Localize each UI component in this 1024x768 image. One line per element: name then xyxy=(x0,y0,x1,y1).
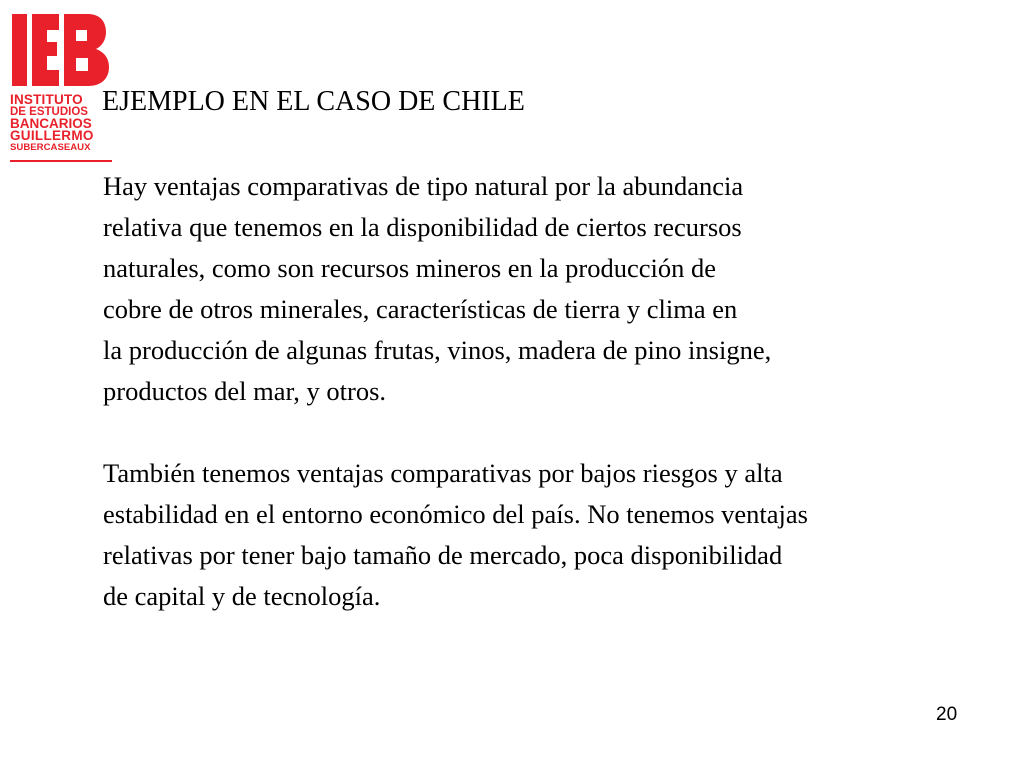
text-line: También tenemos ventajas comparativas por bajos riesgos y alta xyxy=(103,458,783,488)
slide-body xyxy=(103,166,1018,617)
text-line: productos del mar, y otros. xyxy=(103,376,387,406)
text-line: la producción de algunas frutas, vinos, madera de pino insigne, xyxy=(103,335,772,365)
text-line: de capital y de tecnología. xyxy=(103,581,381,611)
text-line: Hay ventajas comparativas de tipo natural por la abundancia xyxy=(103,171,744,201)
paragraph-economic-stability xyxy=(103,453,1018,617)
logo-line-4: GUILLERMO xyxy=(10,128,94,143)
institute-logo xyxy=(10,12,112,162)
text-line: relativas por tener bajo tamaño de mercado, poca disponibilidad xyxy=(103,540,783,570)
logo-line-1: INSTITUTO xyxy=(10,92,83,107)
page-number: 20 xyxy=(936,704,958,725)
text-line: estabilidad en el entorno económico del país. No tenemos ventajas xyxy=(103,499,808,529)
paragraph-natural-advantages xyxy=(103,166,1018,412)
text-line: relativa que tenemos en la disponibilidad de ciertos recursos xyxy=(103,212,742,242)
institute-name xyxy=(10,94,112,154)
ieb-monogram-icon xyxy=(10,12,112,92)
slide-title: EJEMPLO EN EL CASO DE CHILE xyxy=(102,86,525,117)
text-line: naturales, como son recursos mineros en la producción de xyxy=(103,253,716,283)
logo-line-3: BANCARIOS xyxy=(10,116,92,131)
paragraph-gap xyxy=(103,412,1018,453)
logo-line-2: DE ESTUDIOS xyxy=(10,106,88,118)
logo-underline xyxy=(10,160,112,162)
logo-line-5: SUBERCASEAUX xyxy=(10,142,91,153)
text-line: cobre de otros minerales, características de tierra y clima en xyxy=(103,294,738,324)
